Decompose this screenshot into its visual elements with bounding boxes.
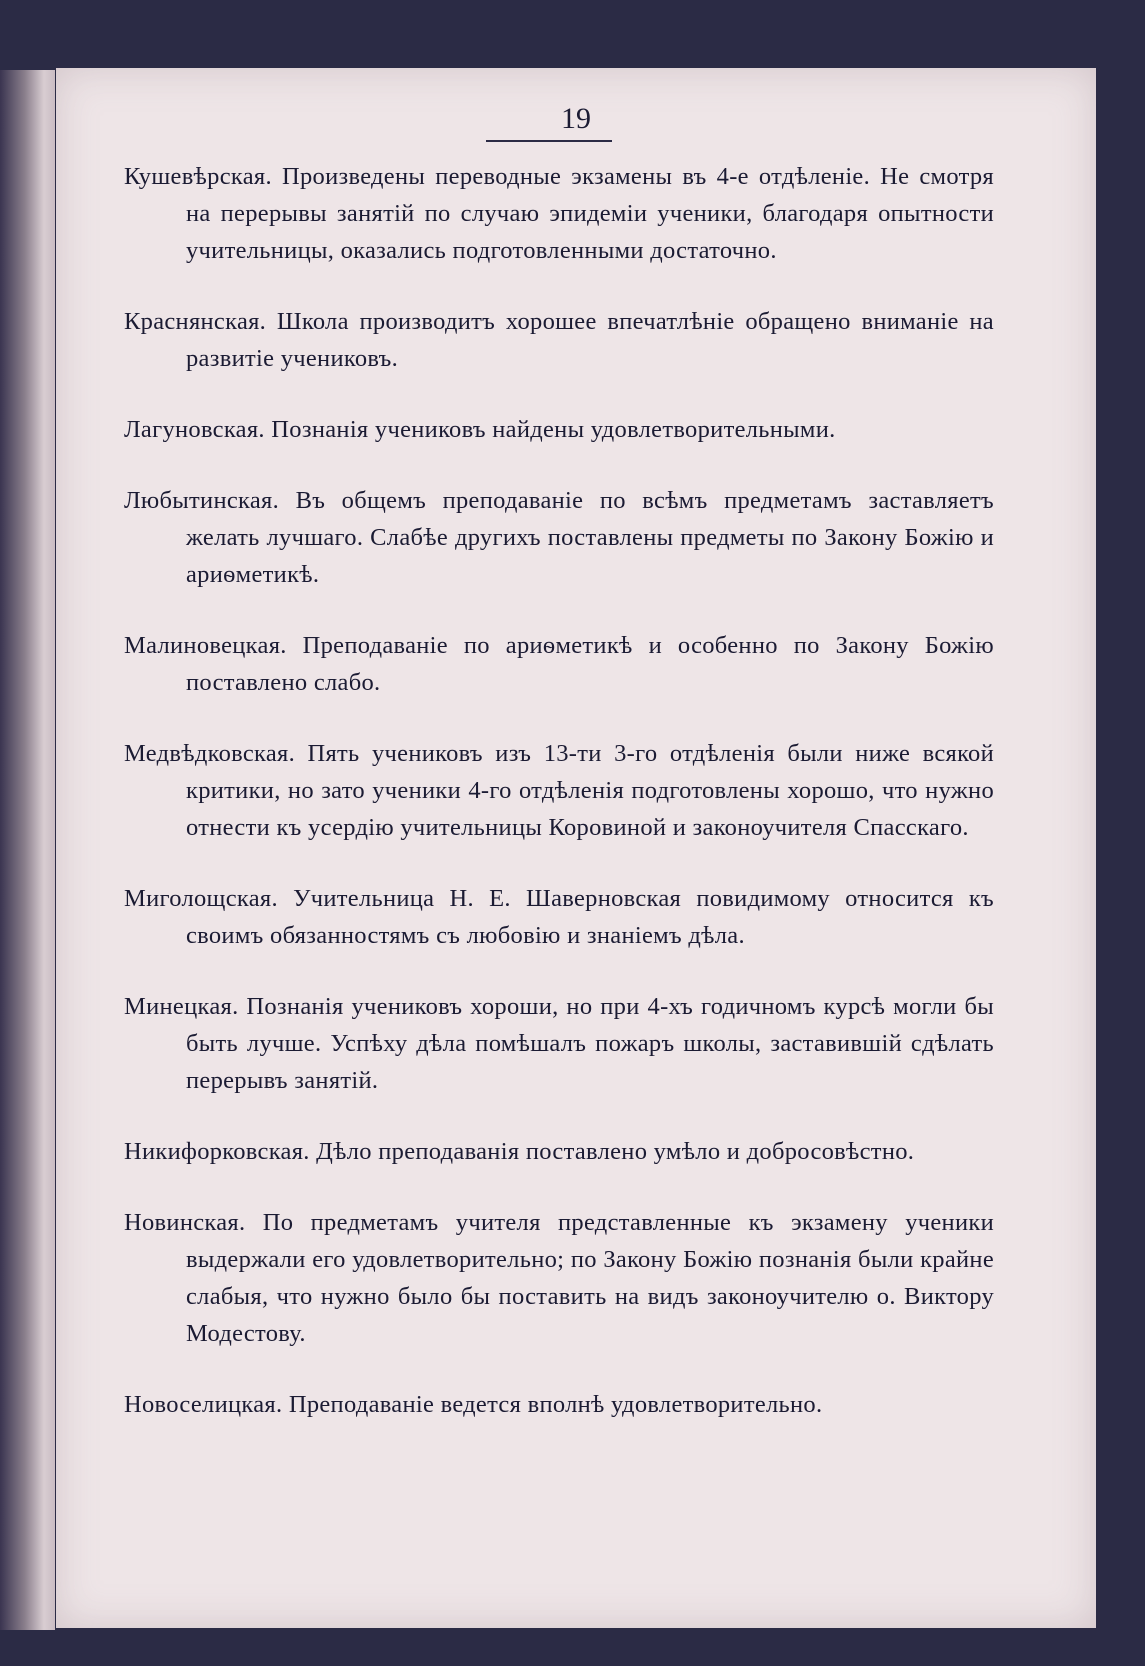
school-name: Лагуновская. [124, 416, 265, 443]
book-page [56, 68, 1096, 1628]
school-entry [124, 627, 994, 701]
school-name: Кушевѣрская. [124, 163, 272, 190]
school-entry [124, 158, 994, 269]
school-report: Пять учениковъ изъ 13-ти 3-го отдѣленія были ниже всякой критики, но зато ученики 4-го отдѣленія подготовлены хорошо, что нужно отнести къ усердію учительницы Коровиной и законоучителя Спасскаго. [186, 740, 994, 841]
school-entry [124, 303, 994, 377]
school-report: Въ общемъ преподаваніе по всѣмъ предметамъ заставляетъ желать лучшаго. Слабѣе другихъ поставлены предметы по Закону Божію и ариѳметикѣ. [186, 487, 994, 588]
school-entry [124, 1133, 994, 1170]
school-entry [124, 1204, 994, 1352]
school-entries [124, 158, 994, 1457]
school-name: Новоселицкая. [124, 1391, 283, 1418]
school-name: Никифорковская. [124, 1138, 310, 1165]
school-report: Преподаваніе по ариѳметикѣ и особенно по Закону Божію поставлено слабо. [186, 632, 994, 696]
school-report: По предметамъ учителя представленные къ экзамену ученики выдержали его удовлетворительно; по Закону Божію познанія были крайне слабыя, что нужно было бы поставить на видъ законоучителю о. Виктору Модестову. [186, 1209, 994, 1347]
school-name: Миголощская. [124, 885, 278, 912]
school-report: Преподаваніе ведется вполнѣ удовлетворительно. [288, 1391, 823, 1418]
page-number-rule [486, 140, 612, 142]
school-name: Новинская. [124, 1209, 246, 1236]
school-report: Познанія учениковъ найдены удовлетворительными. [271, 416, 836, 443]
page-number: 19 [561, 102, 591, 135]
book-spine [0, 70, 55, 1630]
school-entry [124, 1386, 994, 1423]
school-entry [124, 482, 994, 593]
school-name: Малиновецкая. [124, 632, 287, 659]
school-entry [124, 411, 994, 448]
school-report: Дѣло преподаванія поставлено умѣло и добросовѣстно. [316, 1138, 915, 1165]
school-report: Учительница Н. Е. Шаверновская повидимому относится къ своимъ обязанностямъ съ любовію и знаніемъ дѣла. [186, 885, 994, 949]
school-name: Минецкая. [124, 993, 239, 1020]
school-report: Произведены переводные экзамены въ 4-е отдѣленіе. Не смотря на перерывы занятій по случаю эпидеміи ученики, благодаря опытности учительницы, оказались подготовленными достаточно. [186, 163, 994, 264]
school-report: Школа производитъ хорошее впечатлѣніе обращено вниманіе на развитіе учениковъ. [186, 308, 994, 372]
school-entry [124, 735, 994, 846]
school-name: Любытинская. [124, 487, 280, 514]
school-name: Краснянская. [124, 308, 267, 335]
school-name: Медвѣдковская. [124, 740, 296, 767]
school-report: Познанія учениковъ хороши, но при 4-хъ годичномъ курсѣ могли бы быть лучше. Успѣху дѣла помѣшалъ пожаръ школы, заставившій сдѣлать перерывъ занятій. [186, 993, 994, 1094]
school-entry [124, 880, 994, 954]
school-entry [124, 988, 994, 1099]
